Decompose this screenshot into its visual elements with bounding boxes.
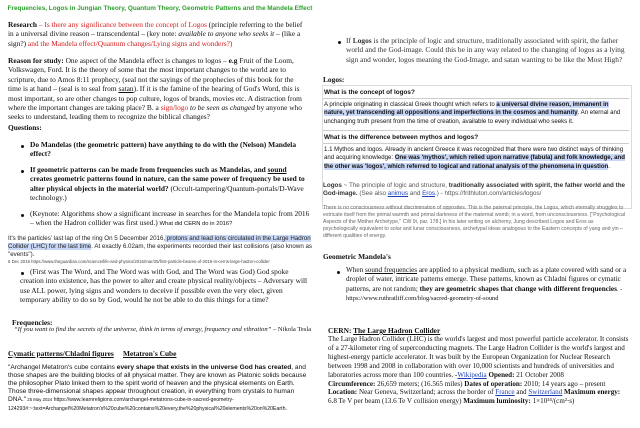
intro-text: If xyxy=(346,36,353,45)
research-note-2: – (like a sign?) xyxy=(8,29,301,48)
mythos-question: What is the difference between mythos and logos? xyxy=(324,134,479,141)
q2-rest: (Occult-tampering/Quantum-portals/D-Wave technology.) xyxy=(30,183,304,203)
bullet-dot xyxy=(337,271,340,274)
q3-cern-question: What did CERN do in 2016? xyxy=(159,221,233,228)
question-1: Do Mandelas (the geometric pattern) have anything to do with the (Nelson) Mandela effect? xyxy=(30,140,297,159)
cymatic-link[interactable]: Cymatic patterns/Chladni figures xyxy=(8,349,114,358)
bullet-dot xyxy=(21,170,24,173)
frequencies-label: Frequencies: xyxy=(12,318,53,327)
metatron-source[interactable]: https://www.learnreligions.com/archangel-metatrons-cube-in-sacred-geometry-124293#:~:text=Archangel%20Metatron's%20cube%20contains%20every,the%20physical%20elements%20on%20Earth. xyxy=(8,396,287,412)
jung-logos xyxy=(323,182,629,199)
research-paragraph xyxy=(8,20,306,48)
cern-circ-label: Circumference: xyxy=(328,379,376,388)
metatron-bold: every shape that exists in the universe God has created xyxy=(116,364,292,371)
geometric-sound: sound frequencies xyxy=(364,266,418,274)
metatron-date: 25 May 2024 xyxy=(26,396,53,402)
cern-opened: 21 October 2008 xyxy=(514,370,564,379)
research-label: Research xyxy=(8,20,38,29)
snippet-text: It's the particles' last lap of the ring On 5 December 2016, xyxy=(8,235,166,242)
jung-logos-term: Logos xyxy=(323,182,342,189)
question-4: (First was The Word, and The Word was with God, and The Word was God) God spoke creation into existence, has the power to alter and create physical reality/objects – Adversary will use ALL power, lying signs and wonders to deceive if possible even the very elect, given temporary ability to do so by God, would he not be able to do this things for a time? xyxy=(20,267,308,305)
switzerland-link[interactable]: Switzerland xyxy=(528,388,563,397)
cern-and: and xyxy=(514,388,529,397)
cern-title: The Large Hadron Collider xyxy=(353,326,441,335)
geometric-text xyxy=(346,266,630,304)
logos-answer-text: A principle originating in classical Greek thought which refers to xyxy=(324,101,497,108)
reason-sign-logo: sign/logo xyxy=(160,103,189,113)
divider xyxy=(323,98,629,99)
logos-intro xyxy=(346,36,632,64)
metatron-link[interactable]: Metatron's Cube xyxy=(123,349,177,358)
cern-opened-label: Opened: xyxy=(486,370,515,379)
reason-text-4: by anyone who seeks to understand, leading them to recognize the biblical changes? xyxy=(8,103,302,122)
cern-label: CERN: xyxy=(328,326,354,335)
geometric-text-1: When xyxy=(346,266,365,274)
logos-answer xyxy=(324,101,628,126)
tesla-quote xyxy=(14,326,314,334)
divider xyxy=(323,143,629,144)
reason-satan: satan xyxy=(118,84,134,94)
geometric-bold: they are geometric shapes that change with different frequencies xyxy=(419,284,617,293)
animus-link[interactable]: animus xyxy=(387,190,409,198)
q3-text: (Keynote: Algorithms show a significant increase in searches for the Mandela topic from 2016 – when the Hadron collider was first used.) xyxy=(30,209,310,228)
reason-eg: e.g xyxy=(228,56,238,65)
q2-bold-3: can the same power of frequency be used to alter physical objects in the material world? xyxy=(30,174,305,193)
snippet-text-2: . At exactly 6.02am, the experiments recorded their last collisions (also known as "events"). xyxy=(8,243,313,259)
tesla-quote-text: “If you want to find the secrets of the universe, think in terms of energy, frequency and vibration” xyxy=(14,326,272,333)
cern-text xyxy=(328,335,630,406)
logos-answer-highlight: a universal divine reason, immanent in nature, yet transcending all oppositions and imperfections in the cosmos and humanity xyxy=(324,101,609,117)
q2-bold-2: creates geometric patterns found in nature, xyxy=(30,174,168,184)
jung-quote: There is no consciousness without discrimination of opposites. This is the paternal principle, the Logos, which eternally struggles to extricate itself from the primal warmth and primal darkness of the maternal womb; in a word, from unconsciousness. ["Psychological Aspects of the Mother Archetype," CW 9i, par. 178.] In his later writing on alchemy, Jung described Logos and Eros as psychologically equivalent to solar and lunar consciousness, archetypal ideas analogous to the Eastern concepts of yang and yin – different qualities of energy. xyxy=(323,205,625,239)
cern-loc-label: Location: xyxy=(328,388,358,397)
question-2 xyxy=(30,165,310,203)
logos-answer-text-2: . An eternal and unchanging truth present from the time of creation, available to every individual who seeks it. xyxy=(324,109,621,125)
snippet-highlight: protons and lead ions circulated in the Large Hadron Collider (LHC) for the last time xyxy=(8,235,311,251)
questions-label: Questions: xyxy=(8,123,42,132)
reason-label: Reason for study: xyxy=(8,56,64,65)
jung-source: .) - https://frithluton.com/articles/logos/ xyxy=(435,190,542,198)
research-note: (principle referring to the belief in a universal divine reason – transcendental – (key note: xyxy=(8,20,303,39)
jung-and: and xyxy=(408,190,423,198)
cern-max-label: Maximum energy: xyxy=(562,388,621,397)
research-question-2: and the Mandela effect/Quantum changes/Lying signs and wonders?) xyxy=(26,38,233,48)
jung-see: (See also xyxy=(357,190,388,198)
research-question: – Is there any significance between the concept of Logos xyxy=(37,20,207,29)
geometric-text-2: are applied to a physical medium, such as a plate covered with sand or a droplet of water, intricate patterns emerge. These patterns, known as Chladni figures or cymatic patterns, are not random; xyxy=(346,266,627,293)
snippet-source[interactable]: 6 Dec 2016 https://www.theguardian.com/science/life-and-physics/2016/mar/25/first-particle-beams-of-2016-in-cerns-large-hadron-collider xyxy=(8,259,270,264)
intro-logos: Logos xyxy=(352,36,372,45)
reason-paragraph xyxy=(8,56,306,122)
cern-body: The Large Hadron Collider (LHC) is the world's largest and most powerful particle accelerator. It consists of a 27-kilometer ring of superconducting magnets. The Large Hadron Collider is the world's largest and highest-energy particle accelerator. It was built by the European Organization for Nuclear Research between 1998 and 2008 in collaboration with over 10,000 scientists and hundreds of universities and laboratories across more than 100 countries. - xyxy=(328,335,629,379)
research-italic: available to anyone who seeks it xyxy=(178,29,275,39)
geometric-source: . - https://www.ruthratliff.com/blog/sacred-geometry-of-sound xyxy=(346,285,623,303)
jung-text: ~ The principle of logic and structure, xyxy=(341,182,449,189)
eros-link[interactable]: Eros xyxy=(422,190,436,198)
mythos-answer-text: 1.1 Mythos and logos. Already in ancient Greece it was recognized that there were two distinct ways of thinking and acquiring knowledge: xyxy=(324,146,624,162)
bullet-dot xyxy=(21,145,24,148)
document-title: Frequencies, Logos in Jungian Theory, Quantum Theory, Geometric Patterns and the Mandela Effect xyxy=(7,5,313,12)
logos-label: Logos: xyxy=(323,75,345,84)
cern-circ: 26,659 meters; (16.565 miles) xyxy=(375,379,463,388)
reason-text-2: Fruit of the Loom, Volkswagen, Ford. It is the theory of some that the most important changes to the world are to scripture, due to Amos 8:11 prophecy, (seal not the sayings of the prophecies of this book for the time is at hand – (seal is to seal from xyxy=(8,56,294,94)
france-link[interactable]: France xyxy=(495,388,515,397)
bullet-dot xyxy=(338,41,341,44)
lhc-snippet xyxy=(8,235,313,260)
wikipedia-link[interactable]: Wikipedia xyxy=(457,370,487,379)
mythos-answer-text-2: . xyxy=(608,162,610,170)
logos-question: What is the concept of logos? xyxy=(324,89,415,96)
cern-heading xyxy=(328,326,440,335)
question-3 xyxy=(30,209,310,230)
intro-text-2: is the principle of logic and structure, traditionally associated with spirit, the father world and the God-image. Could this be in any way related to the changing of logos as a lying sign and wonder, logos meaning the God-Image, and satan wanting to be like the Most High? xyxy=(346,36,625,64)
reason-italic: to be seen as changed xyxy=(188,103,255,113)
metatron-text: "Archangel Metatron's cube contains xyxy=(8,364,117,371)
reason-text: One aspect of the Mandela effect is changes to logos – xyxy=(63,56,229,65)
mythos-answer xyxy=(324,146,628,171)
reason-text-3: ). If it is the famine of the hearing of God's Word, this is most important, so are other changes to pop culture, logos of brands, movies etc. A distraction from where the important changes are taking place? B. a xyxy=(8,84,302,113)
cern-lum-label: Maximum luminosity: xyxy=(461,397,531,406)
cern-loc: Near Geneva, Switzerland; across the border of xyxy=(357,388,496,397)
q2-bold: If geometric patterns can be made from frequencies such as Mandelas, and xyxy=(30,165,268,174)
cern-max: 6.8 Te V per beam (13.6 Te V collision energy) xyxy=(328,397,462,406)
bullet-dot xyxy=(21,214,24,217)
metatron-text-2: , and those shapes are the building blocks of all physical matter. They are known as Platonic solids because the philosopher Plato linked them to the spirit world of heaven and the physical elements on Earth. Those three-dimensional shapes appear throughout creation, in everything from crystals to human DNA." xyxy=(8,364,307,403)
geometric-label: Geometric Mandela's xyxy=(323,252,391,261)
metatron-quote xyxy=(8,364,310,413)
divider xyxy=(323,130,629,131)
cern-dates-label: Dates of operation: xyxy=(462,379,523,388)
tesla-author: – Nikola Tesla xyxy=(271,326,312,333)
q2-sound: sound xyxy=(267,165,287,174)
jung-bold: traditionally associated with spirit, the father world and the God-image. xyxy=(323,182,626,198)
mythos-answer-highlight: One was 'mythos', which relied upon narrative (fabula) and folk knowledge, and the other was 'logos', which referred to logical and rational analysis of the phenomena in question xyxy=(324,154,625,170)
cern-lum: 1×10³⁴/(cm²⋅s) xyxy=(530,397,575,406)
cern-dates: 2010; 14 years ago – present xyxy=(522,379,606,388)
